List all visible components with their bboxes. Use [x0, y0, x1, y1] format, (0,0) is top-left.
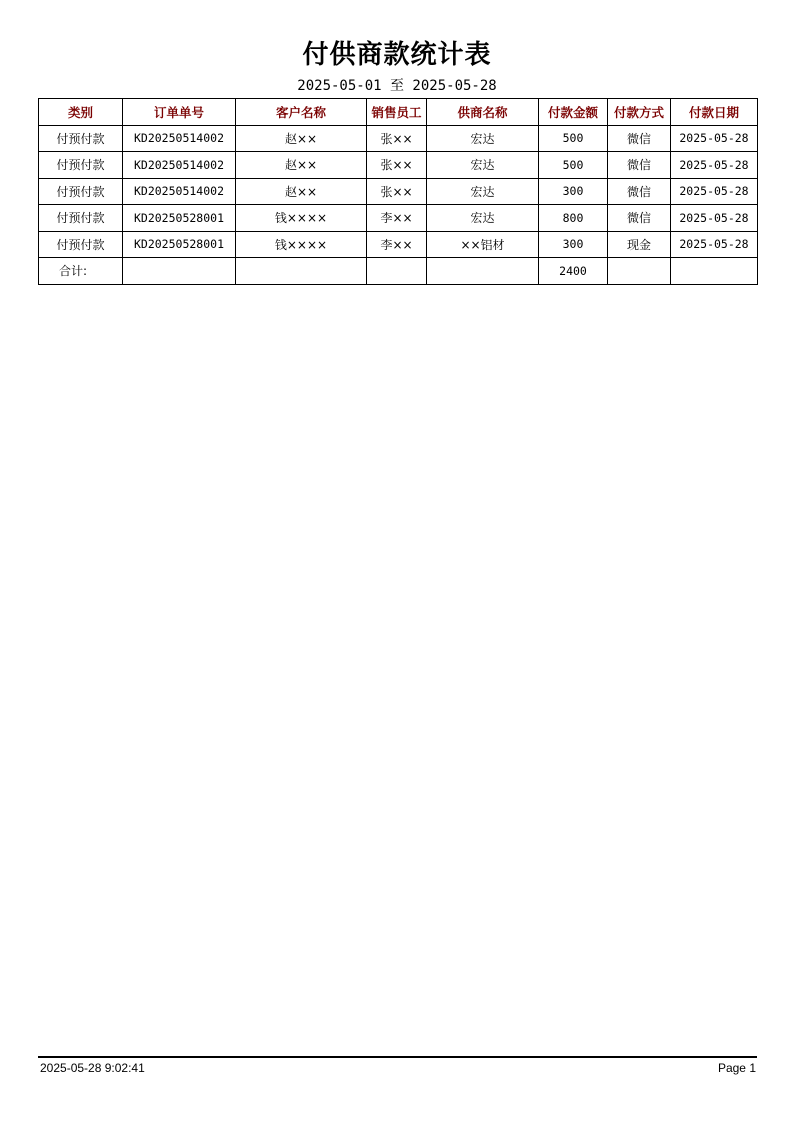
- total-empty-cell: [671, 258, 758, 285]
- cell-salesperson: 张××: [367, 178, 427, 205]
- cell-payment-method: 微信: [608, 125, 671, 152]
- header-supplier: 供商名称: [427, 99, 539, 126]
- cell-payment-method: 微信: [608, 178, 671, 205]
- cell-order-no: KD20250514002: [123, 152, 236, 179]
- total-amount: 2400: [539, 258, 608, 285]
- cell-supplier: 宏达: [427, 152, 539, 179]
- header-category: 类别: [39, 99, 123, 126]
- cell-payment-date: 2025-05-28: [671, 125, 758, 152]
- total-empty-cell: [367, 258, 427, 285]
- total-empty-cell: [236, 258, 367, 285]
- footer-timestamp: 2025-05-28 9:02:41: [40, 1061, 145, 1075]
- total-row: [39, 258, 758, 285]
- cell-payment-method: 现金: [608, 231, 671, 258]
- cell-payment-method: 微信: [608, 152, 671, 179]
- cell-payment-date: 2025-05-28: [671, 178, 758, 205]
- cell-payment-date: 2025-05-28: [671, 205, 758, 232]
- header-order-no: 订单单号: [123, 99, 236, 126]
- cell-amount: 300: [539, 231, 608, 258]
- cell-payment-date: 2025-05-28: [671, 231, 758, 258]
- total-empty-cell: [123, 258, 236, 285]
- cell-supplier: 宏达: [427, 205, 539, 232]
- header-payment-date: 付款日期: [671, 99, 758, 126]
- cell-salesperson: 李××: [367, 205, 427, 232]
- payment-table: [38, 98, 758, 285]
- header-salesperson: 销售员工: [367, 99, 427, 126]
- cell-payment-date: 2025-05-28: [671, 152, 758, 179]
- footer-divider: [38, 1056, 757, 1058]
- cell-category: 付预付款: [39, 178, 123, 205]
- cell-order-no: KD20250528001: [123, 205, 236, 232]
- cell-customer: 赵××: [236, 125, 367, 152]
- cell-amount: 500: [539, 125, 608, 152]
- cell-amount: 800: [539, 205, 608, 232]
- cell-supplier: ××铝材: [427, 231, 539, 258]
- cell-amount: 500: [539, 152, 608, 179]
- date-range: 2025-05-01 至 2025-05-28: [297, 78, 497, 94]
- report-title: 付供商款统计表: [302, 40, 492, 70]
- cell-order-no: KD20250528001: [123, 231, 236, 258]
- cell-customer: 赵××: [236, 152, 367, 179]
- table-row: [39, 205, 758, 232]
- cell-salesperson: 李××: [367, 231, 427, 258]
- cell-order-no: KD20250514002: [123, 178, 236, 205]
- table-row: [39, 231, 758, 258]
- total-empty-cell: [608, 258, 671, 285]
- cell-customer: 赵××: [236, 178, 367, 205]
- cell-salesperson: 张××: [367, 125, 427, 152]
- header-customer: 客户名称: [236, 99, 367, 126]
- table-row: [39, 152, 758, 179]
- cell-customer: 钱××××: [236, 205, 367, 232]
- cell-category: 付预付款: [39, 125, 123, 152]
- cell-supplier: 宏达: [427, 178, 539, 205]
- total-label: 合计:: [39, 258, 123, 285]
- cell-payment-method: 微信: [608, 205, 671, 232]
- cell-category: 付预付款: [39, 152, 123, 179]
- cell-supplier: 宏达: [427, 125, 539, 152]
- cell-category: 付预付款: [39, 205, 123, 232]
- cell-customer: 钱××××: [236, 231, 367, 258]
- cell-order-no: KD20250514002: [123, 125, 236, 152]
- table-row: [39, 178, 758, 205]
- table-row: [39, 125, 758, 152]
- cell-category: 付预付款: [39, 231, 123, 258]
- table-header-row: [39, 99, 758, 126]
- cell-salesperson: 张××: [367, 152, 427, 179]
- total-empty-cell: [427, 258, 539, 285]
- footer-page-number: Page 1: [717, 1061, 756, 1075]
- header-payment-method: 付款方式: [608, 99, 671, 126]
- cell-amount: 300: [539, 178, 608, 205]
- header-amount: 付款金额: [539, 99, 608, 126]
